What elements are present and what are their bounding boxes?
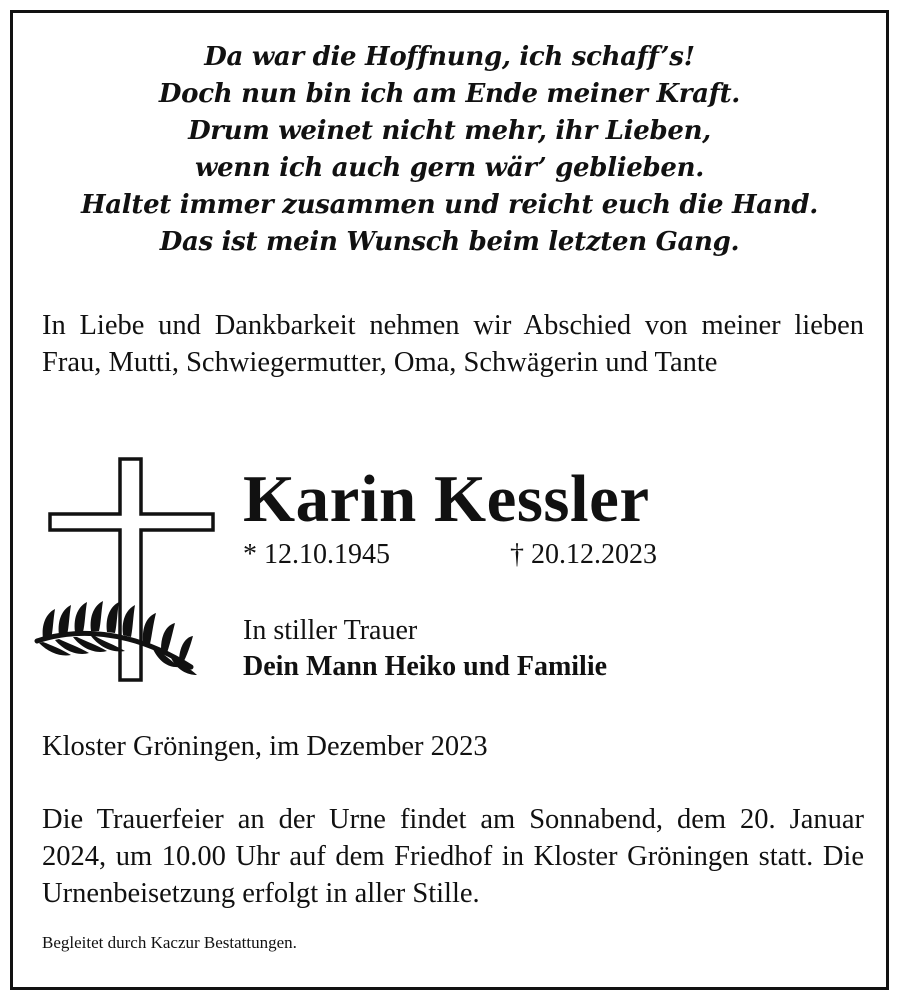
- poem-line-4: wenn ich auch gern wär’ geblieben.: [194, 153, 704, 183]
- place-and-date: Kloster Gröningen, im Dezember 2023: [42, 731, 488, 762]
- mourners: Dein Mann Heiko und Familie: [243, 651, 608, 682]
- death-date: † 20.12.2023: [510, 539, 657, 570]
- funeral-service-info: Die Trauerfeier an der Urne findet am Sonnabend, dem 20. Januar 2024, um 10.00 Uhr auf dem Friedhof in Kloster Gröningen statt. Die Urnenbeisetzung erfolgt in aller Stille.: [42, 804, 864, 909]
- birth-date: * 12.10.1945: [243, 539, 390, 570]
- poem-line-5: Haltet immer zusammen und reicht euch die Hand.: [80, 190, 819, 220]
- poem-line-6: Das ist mein Wunsch beim letzten Gang.: [159, 227, 740, 257]
- poem-line-3: Drum weinet nicht mehr, ihr Lieben,: [188, 116, 711, 146]
- poem-line-1: Da war die Hoffnung, ich schaff’s!: [204, 42, 695, 72]
- poem-line-2: Doch nun bin ich am Ende meiner Kraft.: [158, 79, 741, 109]
- cross-with-palm-branch-icon: [33, 453, 223, 688]
- undertaker-credit: Begleitet durch Kaczur Bestattungen.: [42, 933, 297, 952]
- mourning-phrase: In stiller Trauer: [243, 615, 418, 646]
- farewell-intro: In Liebe und Dankbarkeit nehmen wir Abschied von meiner lieben Frau, Mutti, Schwiegermutter, Oma, Schwägerin und Tante: [42, 310, 864, 378]
- deceased-name: Karin Kessler: [243, 462, 650, 536]
- poem: [13, 39, 886, 261]
- obituary-notice: [10, 10, 889, 990]
